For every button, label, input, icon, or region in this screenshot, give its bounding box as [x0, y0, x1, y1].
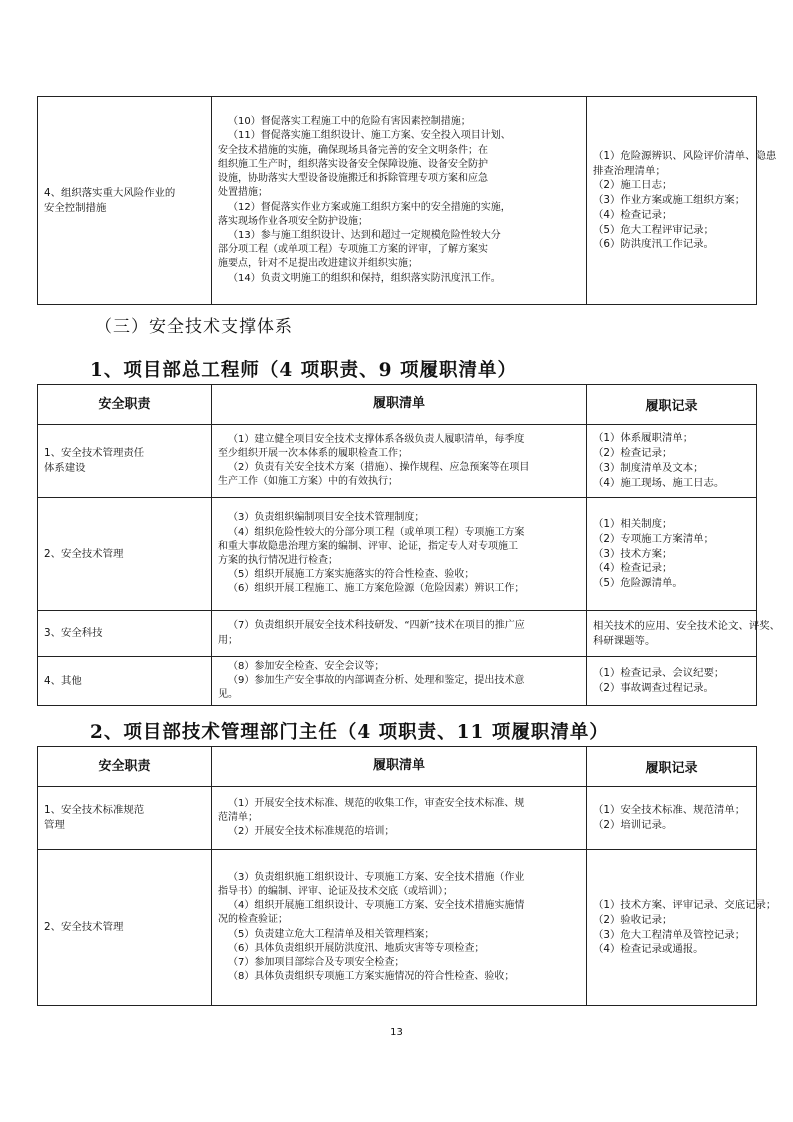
record-line: （1）相关制度； [593, 518, 673, 530]
duty-cell [38, 657, 212, 706]
list-line: （5）组织开展施工方案实施落实的符合性检查、验收； [228, 569, 475, 581]
table-row [38, 498, 757, 611]
list-line: 至少组织开展一次本体系的履职检查工作； [218, 447, 408, 459]
list-line: 况的检查验证； [218, 914, 288, 926]
header-list: 履职清单 [212, 747, 587, 787]
list-line: （2）负责有关安全技术方案（措施）、操作规程、应急预案等在项目 [228, 462, 530, 473]
list-line: 见。 [218, 689, 238, 701]
records-cell [587, 787, 757, 850]
list-line: （9）参加生产安全事故的内部调查分析、处理和鉴定，提出技术意 [228, 674, 525, 686]
table-row [38, 657, 757, 706]
record-line: 科研课题等。 [593, 634, 656, 647]
list-line: （10）督促落实工程施工中的危险有害因素控制措施； [228, 116, 471, 128]
list-line: （3）负责组织编制项目安全技术管理制度； [228, 512, 425, 524]
list-line: （12）督促落实作业方案或施工组织方案中的安全措施的实施， [228, 201, 511, 213]
table-continued [37, 96, 777, 305]
list-line: （6）组织开展工程施工、施工方案危险源（危险因素）辨识工作； [228, 583, 525, 595]
duty-line: 安全控制措施 [44, 201, 107, 214]
record-line: （2）事故调查过程记录。 [593, 682, 714, 694]
header-records: 履职记录 [587, 385, 757, 425]
record-line: （4）检查记录； [593, 562, 673, 575]
duty-line: 2、安全技术管理 [44, 921, 124, 933]
record-line: （2）专项施工方案清单； [593, 532, 714, 545]
list-line: 安全技术措施的实施，确保现场具备完善的安全文明条件；在 [218, 144, 488, 156]
list-line: （3）负责组织施工组织设计、专项施工方案、安全技术措施（作业 [228, 871, 525, 883]
list-line: （8）具体负责组织专项施工方案实施情况的符合性检查、验收； [228, 971, 515, 983]
list-line: （2）开展安全技术标准规范的培训； [228, 826, 395, 838]
duty-cell [38, 425, 212, 498]
list-line: （1）开展安全技术标准、规范的收集工作，审查安全技术标准、规 [228, 797, 525, 809]
record-line: （1）安全技术标准、规范清单； [593, 804, 746, 817]
list-line: 和重大事故隐患治理方案的编制、评审、论证，指定专人对专项施工 [218, 540, 518, 552]
records-cell [587, 611, 781, 657]
duty-line: 1、安全技术标准规范 [44, 804, 145, 816]
record-line: （2）检查记录； [593, 447, 673, 460]
record-line: （4）检查记录； [593, 208, 673, 221]
list-cell [212, 425, 587, 498]
list-line: （4）组织危险性较大的分部分项工程（或单项工程）专项施工方案 [228, 526, 525, 538]
heading-chief-engineer: 1、项目部总工程师（4 项职责、9 项履职清单） [90, 360, 518, 381]
list-line: 设施，协助落实大型设备设施搬迁和拆除管理专项方案和应急 [218, 173, 488, 185]
records-cell [587, 97, 777, 305]
list-line: 生产工作（如施工方案）中的有效执行； [218, 476, 398, 488]
list-cell [212, 850, 587, 1006]
header-duty: 安全职责 [38, 747, 212, 787]
duty-line: 2、安全技术管理 [44, 547, 124, 560]
records-cell [587, 425, 757, 498]
list-cell [212, 97, 587, 305]
list-line: 用； [218, 634, 238, 646]
header-duty: 安全职责 [38, 385, 212, 425]
list-line: （11）督促落实施工组织设计、施工方案、安全投入项目计划、 [228, 130, 511, 142]
duty-line: 4、其他 [44, 674, 82, 687]
record-line: （1）体系履职清单； [593, 432, 694, 445]
list-line: 处置措施； [218, 187, 268, 199]
record-line: （1）检查记录、会议纪要； [593, 667, 725, 680]
list-cell [212, 787, 587, 850]
list-line: （14）负责文明施工的组织和保持，组织落实防汛度汛工作。 [228, 272, 501, 284]
table-row [38, 425, 757, 498]
record-line: （3）危大工程清单及管控记录； [593, 928, 746, 941]
records-cell [587, 657, 757, 706]
record-line: （1）技术方案、评审记录、交底记录； [593, 898, 777, 911]
list-line: （8）参加安全检查、安全会议等； [228, 660, 385, 672]
list-cell [212, 657, 587, 706]
list-line: 指导书）的编制、评审、论证及技术交底（或培训）； [218, 885, 453, 897]
record-line: （3）技术方案； [593, 547, 673, 560]
page-number: 13 [390, 1027, 403, 1038]
record-line: （3）作业方案或施工组织方案； [593, 194, 746, 207]
list-cell [212, 611, 587, 657]
list-line: （5）负责建立危大工程清单及相关管理档案； [228, 928, 435, 940]
record-line: （6）防洪度汛工作记录。 [593, 238, 714, 251]
record-line: 排查治理清单； [593, 164, 666, 177]
table-header-row [38, 385, 757, 425]
list-line: 施要点，针对不足提出改进建议并组织实施； [218, 258, 418, 270]
list-cell [212, 498, 587, 611]
list-line: 部分项工程（或单项工程）专项施工方案的评审，了解方案实 [218, 244, 488, 256]
record-line: （3）制度清单及文本； [593, 462, 704, 474]
list-line: （1）建立健全项目安全技术支撑体系各级负责人履职清单，每季度 [228, 433, 525, 445]
table-row [38, 787, 757, 850]
table-row [38, 97, 757, 305]
list-line: （13）参与施工组织设计、达到和超过一定规模危险性较大分 [228, 229, 501, 241]
section-title: （三）安全技术支撑体系 [95, 317, 293, 337]
list-line: （4）组织开展施工组织设计、专项施工方案、安全技术措施实施情 [228, 900, 525, 912]
table-row [38, 850, 757, 1006]
record-line: （2）验收记录； [593, 913, 673, 926]
duty-cell [38, 498, 212, 611]
duty-line: 1、安全技术管理责任 [44, 447, 145, 459]
record-line: （5）危大工程评审记录； [593, 223, 714, 236]
list-line: 范清单； [218, 811, 258, 823]
table-row [38, 611, 757, 657]
table-chief-engineer [37, 384, 781, 706]
record-line: （5）危险源清单。 [593, 577, 683, 590]
list-line: 组织施工生产时，组织落实设备安全保障设施、设备安全防护 [218, 158, 488, 170]
table-tech-director [37, 746, 777, 1006]
list-line: （7）参加项目部综合及专项安全检查； [228, 956, 405, 968]
records-cell [587, 850, 777, 1006]
record-line: （4）施工现场、施工日志。 [593, 476, 725, 489]
list-line: （7）负责组织开展安全技术科技研发、“四新”技术在项目的推广应 [228, 620, 525, 632]
table-header-row [38, 747, 757, 787]
duty-line: 管理 [44, 819, 65, 831]
record-line: （2）施工日志； [593, 179, 673, 192]
duty-line: 3、安全科技 [44, 627, 103, 639]
list-line: 方案的执行情况进行检查； [218, 555, 338, 566]
duty-line: 体系建设 [44, 462, 86, 474]
heading-tech-director: 2、项目部技术管理部门主任（4 项职责、11 项履职清单） [90, 722, 609, 743]
duty-cell [38, 97, 212, 305]
list-line: 落实现场作业各项安全防护设施； [218, 215, 368, 227]
duty-cell [38, 611, 212, 657]
record-line: 相关技术的应用、安全技术论文、评奖、 [593, 619, 781, 632]
duty-line: 4、组织落实重大风险作业的 [44, 186, 176, 199]
duty-cell [38, 787, 212, 850]
records-cell [587, 498, 757, 611]
header-list: 履职清单 [212, 385, 587, 425]
record-line: （1）危险源辨识、风险评价清单、隐患 [593, 149, 777, 162]
record-line: （4）检查记录或通报。 [593, 943, 704, 956]
duty-cell [38, 850, 212, 1006]
list-line: （6）具体负责组织开展防洪度汛、地质灾害等专项检查； [228, 942, 485, 954]
record-line: （2）培训记录。 [593, 819, 673, 831]
header-records: 履职记录 [587, 747, 757, 787]
